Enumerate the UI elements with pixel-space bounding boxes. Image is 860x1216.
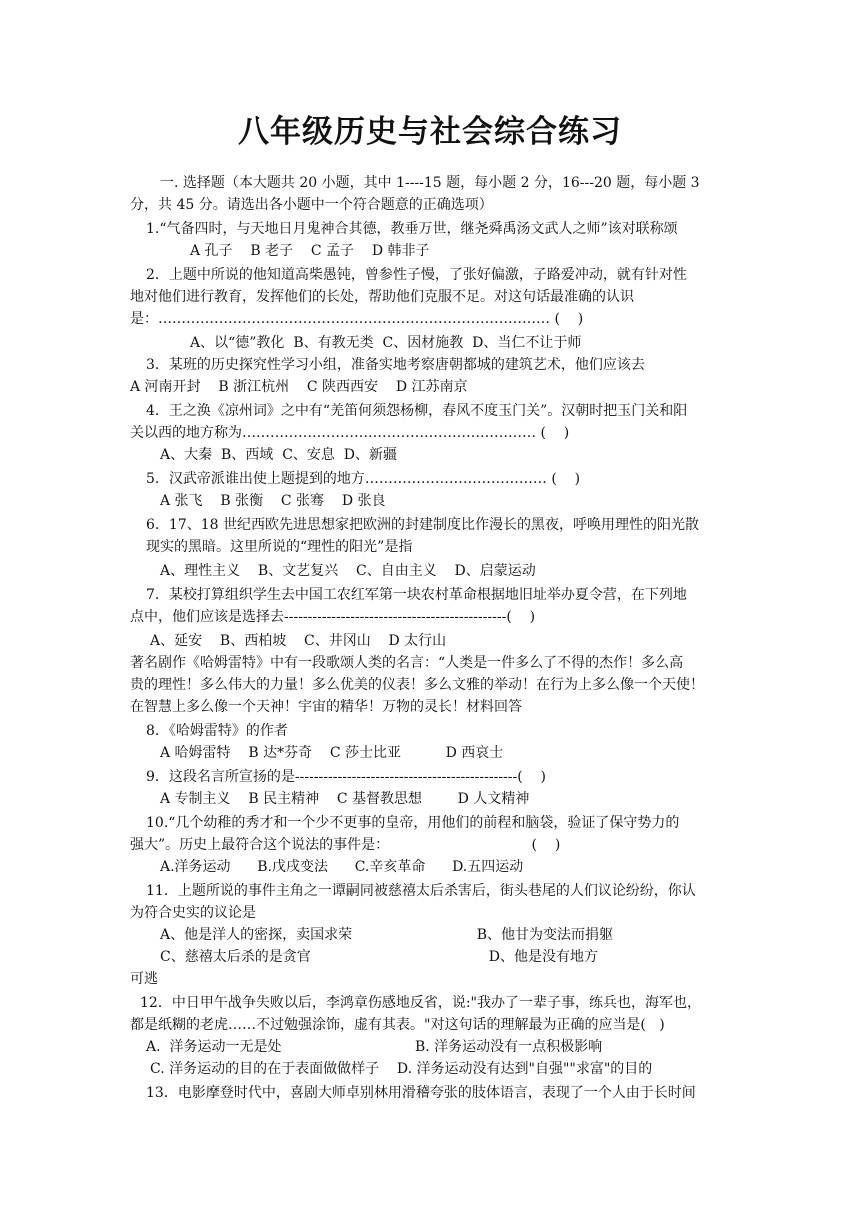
text-line: A 张飞 B 张衡 C 张骞 D 张良 [160, 493, 386, 509]
text-line: A 专制主义 B 民主精神 C 基督教思想 D 人文精神 [160, 791, 530, 807]
text-line: 点中，他们应该是选择去-----------------------------------------------( ) [130, 609, 536, 625]
text-line: A 河南开封 B 浙江杭州 C 陕西西安 D 江苏南京 [130, 379, 468, 395]
text-line: A 孔子 B 老子 C 孟子 D 韩非子 [190, 243, 430, 259]
page-title: 八年级历史与社会综合练习 [238, 114, 622, 150]
text-line: 著名剧作《哈姆雷特》中有一段歌颂人类的名言：“人类是一件多么了不得的杰作！多么高 [130, 655, 684, 671]
text-line: A、大秦 B、西域 C、安息 D、新疆 [160, 447, 398, 463]
text-line: 在智慧上多么像一个天神！宇宙的精华！万物的灵长！材料回答 [130, 699, 522, 715]
text-line: 6．17、18 世纪西欧先进思想家把欧洲的封建制度比作漫长的黑夜，呼唤用理性的阳光散 [146, 517, 699, 533]
text-line: 8．《哈姆雷特》的作者 [146, 723, 288, 739]
text-line: 2．上题中所说的他知道高柴愚钝，曾参性子慢，了张好偏激，子路爱冲动，就有针对性 [146, 267, 687, 283]
text-line: 地对他们进行教育，发挥他们的长处，帮助他们克服不足。对这句话最准确的认识 [130, 289, 634, 305]
text-line: C、慈禧太后杀的是贪官 D、他是没有地方 [160, 949, 598, 965]
text-line: 4．王之涣《凉州词》之中有“羌笛何须怨杨柳，春风不度玉门关”。汉朝时把玉门关和阳 [146, 403, 688, 419]
text-line: 分，共 45 分。请选出各小题中一个符合题意的正确选项） [130, 197, 493, 213]
text-line: A.洋务运动 B.戊戌变法 C.辛亥革命 D.五四运动 [160, 859, 524, 875]
text-line: 强大”。历史上最符合这个说法的事件是： ( ) [130, 837, 561, 853]
text-line: 7．某校打算组织学生去中国工农红军第一块农村革命根据地旧址举办夏令营，在下列地 [146, 587, 687, 603]
text-line: 11．上题所说的事件主角之一谭嗣同被慈禧太后杀害后，街头巷尾的人们议论纷纷，你认 [146, 883, 696, 899]
text-line: C. 洋务运动的目的在于表面做做样子 D. 洋务运动没有达到"自强""求富"的目的 [150, 1061, 653, 1077]
text-line: 可逃 [130, 971, 158, 987]
text-line: A. 洋务运动一无是处 B. 洋务运动没有一点积极影响 [146, 1039, 603, 1055]
text-line: 3．某班的历史探究性学习小组，准备实地考察唐朝都城的建筑艺术，他们应该去 [146, 357, 645, 373]
text-line: 9．这段名言所宣扬的是-----------------------------------------------( ) [146, 769, 546, 785]
text-line: 13．电影摩登时代中，喜剧大师卓别林用滑稽夸张的肢体语言，表现了一个人由于长时间 [146, 1085, 696, 1101]
text-line: 12．中日甲午战争失败以后，李鸿章伤感地反省，说:"我办了一辈子事，练兵也，海军也， [140, 995, 701, 1011]
text-line: A、延安 B、西柏坡 C、井冈山 D 太行山 [150, 633, 447, 649]
text-line: 都是纸糊的老虎……不过勉强涂饰，虚有其表。"对这句话的理解最为正确的应当是( ) [130, 1017, 665, 1033]
text-line: 为符合史实的议论是 [130, 905, 256, 921]
text-line: A、以“德”教化 B、有教无类 C、因材施教 D、当仁不让于师 [190, 335, 582, 351]
text-line: A、他是洋人的密探，卖国求荣 B、他甘为变法而捐躯 [160, 927, 614, 943]
text-line: 关以西的地方称为……………………………………………………… ( ) [130, 425, 570, 441]
text-line: 5．汉武帝派谁出使上题提到的地方………………………………… ( ) [146, 471, 581, 487]
text-line: 1.“气备四时，与天地日月鬼神合其德，教垂万世，继尧舜禹汤文武人之师”该对联称颂 [146, 221, 678, 237]
text-line: 贵的理性！多么伟大的力量！多么优美的仪表！多么文雅的举动！在行为上多么像一个天使！ [130, 677, 704, 693]
text-line: 是：………………………………………………………………………… ( ) [130, 311, 584, 327]
text-line: A 哈姆雷特 B 达*芬奇 C 莎士比亚 D 西哀士 [160, 745, 504, 761]
text-line: A、理性主义 B、文艺复兴 C、自由主义 D、启蒙运动 [160, 563, 536, 579]
text-line: 现实的黑暗。这里所说的“理性的阳光”是指 [146, 539, 413, 555]
text-line: 一. 选择题（本大题共 20 小题，其中 1----15 题，每小题 2 分，16---20 题，每小题 3 [160, 175, 700, 191]
text-line: 10.“几个幼稚的秀才和一个少不更事的皇帝，用他们的前程和脑袋，验证了保守势力的 [146, 815, 680, 831]
